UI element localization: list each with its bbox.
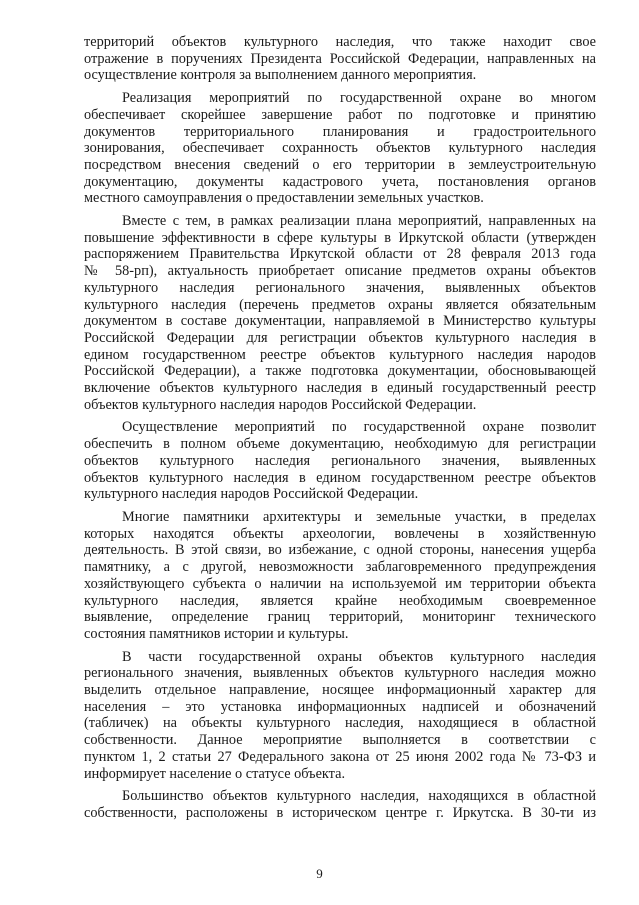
text-line: Вместе с тем, в рамках реализации плана мероприятий, направленных на — [122, 213, 596, 230]
text-line: регионального значения, выявленных объектов культурного наследия можно — [84, 665, 596, 682]
text-line: повышение эффективности в сфере культуры в Иркутской области (утвержден — [84, 229, 596, 246]
text-line: территорий объектов культурного наследия, что также находит свое — [84, 34, 596, 50]
text-line: едином государственном реестре объектов культурного наследия народов — [84, 346, 596, 363]
text-line: собственности. Данное мероприятие выполняется в соответствии с — [84, 732, 596, 749]
text-line: культурного наследия, является крайне необходимым своевременное — [84, 592, 596, 609]
text-line: культурного наследия (перечень предметов охраны является обязательным — [84, 296, 596, 313]
text-line: местного самоуправления о предоставлении земельных участков. — [84, 190, 484, 207]
paragraph — [84, 213, 596, 413]
text-line: документацию, документы кадастрового учета, постановления органов — [84, 173, 596, 190]
paragraph — [84, 788, 596, 821]
text-line: распоряжением Правительства Иркутской области от 28 февраля 2013 года — [84, 246, 596, 263]
text-line: которых находятся объекты археологии, вовлечены в хозяйственную — [84, 525, 596, 542]
paragraph — [84, 90, 596, 207]
text-line: Многие памятники архитектуры и земельные участки, в пределах — [122, 508, 596, 525]
page-number: 9 — [316, 866, 323, 881]
text-line: включение объектов культурного наследия в единый государственный реестр — [84, 380, 596, 397]
text-line: Осуществление мероприятий по государственной охране позволит — [122, 419, 596, 436]
text-line: хозяйствующего субъекта о наличии на используемой им территории объекта — [84, 575, 596, 592]
text-line: посредством внесения сведений о его территории в землеустроительную — [84, 156, 596, 173]
text-line: информирует население о статусе объекта. — [84, 765, 346, 782]
paragraph — [84, 509, 596, 643]
text-line: объектов культурного наследия в едином государственном реестре объектов — [84, 469, 596, 486]
text-line: Большинство объектов культурного наследия, находящихся в областной — [122, 788, 596, 805]
paragraph — [84, 649, 596, 783]
text-line: В части государственной охраны объектов культурного наследия — [122, 648, 596, 665]
text-line: собственности, расположены в историческом центре г. Иркутска. В 30-ти из — [84, 804, 596, 821]
paragraph — [84, 34, 596, 84]
text-line: объектов культурного наследия регионального значения, выявленных — [84, 452, 596, 469]
text-line: пунктом 1, 2 статьи 27 Федерального закона от 25 июня 2002 года № 73-ФЗ и — [84, 748, 596, 765]
text-line: обеспечить в полном объеме документацию, необходимую для регистрации — [84, 436, 596, 453]
paragraph — [84, 419, 596, 503]
text-line: деятельность. В этой связи, во избежание, с одной стороны, нанесения ущерба — [84, 542, 596, 559]
text-line: населения – это установка информационных надписей и обозначений — [84, 698, 596, 715]
text-line: культурного наследия народов Российской Федерации. — [84, 486, 419, 503]
text-line: выделить отдельное направление, носящее информационный характер для — [84, 682, 596, 699]
text-line: отражение в поручениях Президента Российской Федерации, направленных на — [84, 50, 596, 67]
text-line: Реализация мероприятий по государственной охране во многом — [122, 90, 596, 107]
document-body — [84, 34, 596, 822]
text-line: № 58-рп), актуальность приобретает описание предметов охраны объектов — [84, 263, 596, 280]
text-line: культурного наследия регионального значения, выявленных объектов — [84, 279, 596, 296]
text-line: Российской Федерации для регистрации объектов культурного наследия в — [84, 329, 596, 346]
text-line: зонирования, обеспечивает сохранность объектов культурного наследия — [84, 140, 596, 157]
text-line: документов территориального планирования и градостроительного — [84, 123, 596, 140]
text-line: осуществление контроля за выполнением данного мероприятия. — [84, 67, 477, 84]
text-line: выявление, определение границ территорий, мониторинг технического — [84, 609, 596, 626]
text-line: памятнику, а с другой, невозможности заблаговременного предупреждения — [84, 559, 596, 576]
text-line: (табличек) на объекты культурного наследия, находящиеся в областной — [84, 715, 596, 732]
text-line: состояния памятников истории и культуры. — [84, 625, 349, 642]
text-line: объектов культурного наследия народов Российской Федерации. — [84, 396, 477, 413]
text-line: обеспечивает скорейшее завершение работ по подготовке и принятию — [84, 106, 596, 123]
text-line: Российской Федерации), а также подготовка документации, обосновывающей — [84, 363, 596, 380]
text-line: документом в составе документации, направляемой в Министерство культуры — [84, 313, 596, 330]
